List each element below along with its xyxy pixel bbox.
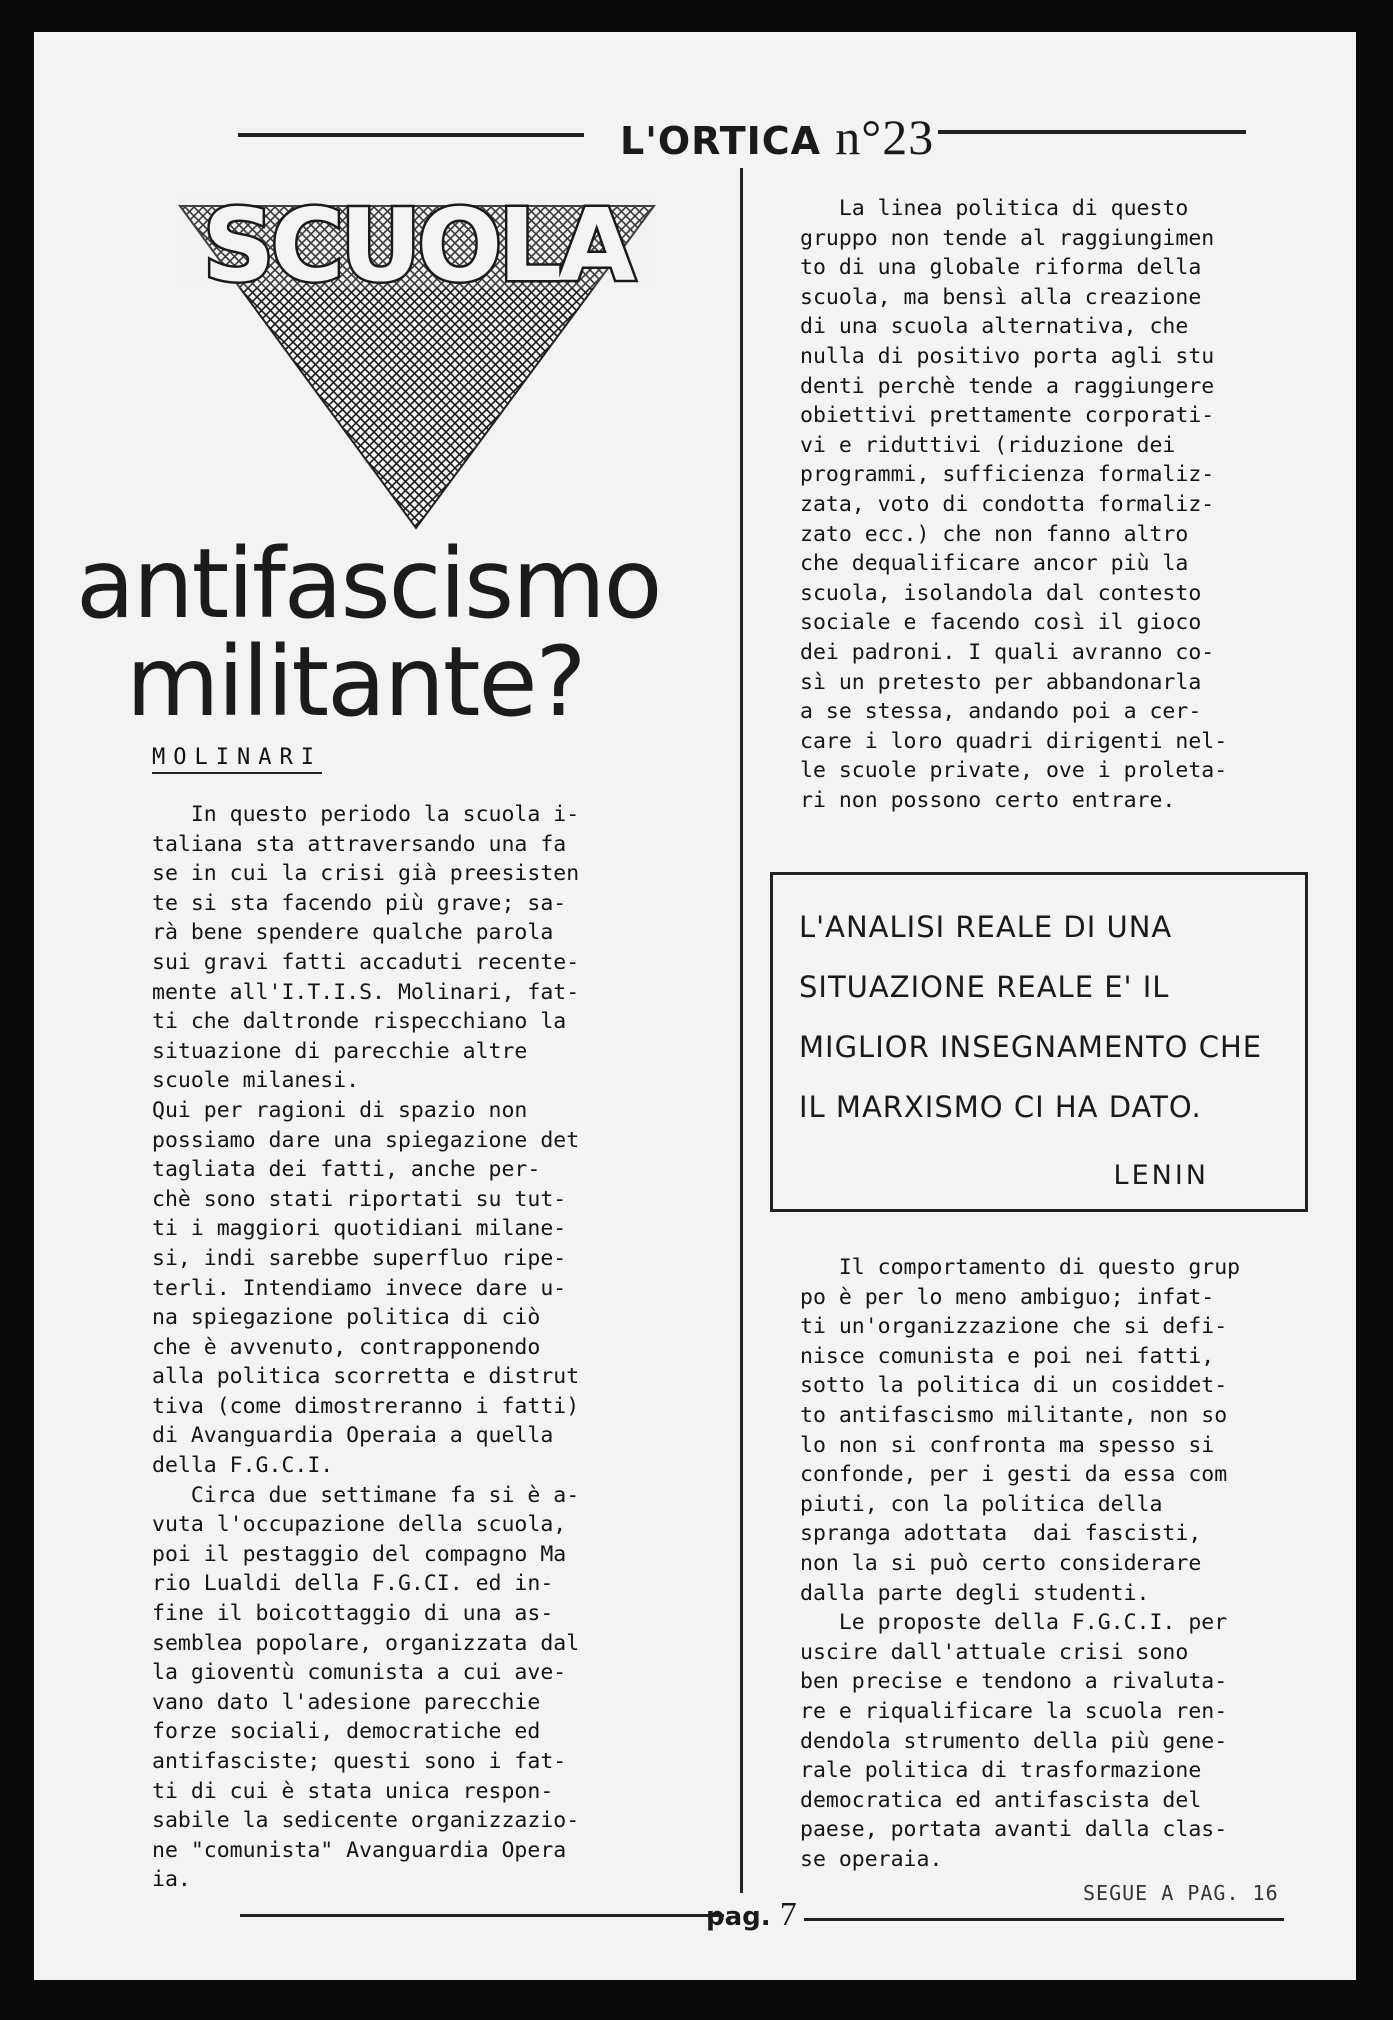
page-number-value: 7	[779, 1896, 797, 1933]
masthead-rule-right	[938, 130, 1246, 134]
quote-box	[770, 872, 1308, 1212]
article-author: MOLINARI	[152, 745, 322, 774]
article-right-column-bottom: Il comportamento di questo grup po è per lo meno ambiguo; infat- ti un'organizzazione che si defi- nisce comunista e poi nei fatti, sotto la politica di un cosiddet- to antifascismo militante, non so lo non si confronta ma spesso si confonde, per i gesti da essa com piuti, con la politica della spranga adottata dai fascisti, non la si può certo considerare dalla parte degli studenti. Le proposte della F.G.C.I. per uscire dall'attuale crisi sono ben precise e tendono a rivaluta- re e riqualificare la scuola ren- dendola strumento della più gene- rale politica di trasformazione democratica ed antifascista del paese, portata avanti dalla clas- se operaia.	[800, 1255, 1241, 1872]
masthead	[620, 108, 934, 166]
continued-note: SEGUE A PAG. 16	[1083, 1881, 1279, 1905]
masthead-rule-left	[238, 133, 584, 137]
headline	[76, 528, 661, 738]
column-divider	[740, 168, 743, 1893]
masthead-issue: n°23	[835, 109, 935, 165]
quote-text: L'ANALISI REALE DI UNA SITUAZIONE REALE E' IL MIGLIOR INSEGNAMENTO CHE IL MARXISMO CI HA DATO.	[799, 910, 1263, 1124]
newsletter-page	[34, 32, 1356, 1980]
footer-rule-right	[804, 1918, 1284, 1921]
article-left-column: In questo periodo la scuola i- taliana sta attraversando una fa se in cui la crisi già preesisten te si sta facendo più grave; sa- rà bene spendere qualche parola sui gravi fatti accaduti recente- mente all'I.T.I.S. Molinari, fat- ti che daltronde rispecchiano la situazione di parecchie altre scuole milanesi. Qui per ragioni di spazio non possiamo dare una spiegazione det tagliata dei fatti, anche per- chè sono stati riportati su tut- ti i maggiori quotidiani milane- si, indi sarebbe superfluo ripe- terli. Intendiamo invece dare u- na spiegazione politica di ciò che è avvenuto, contrapponendo alla politica scorretta e distrut tiva (come dimostreranno i fatti) di Avanguardia Operaia a quella della F.G.C.I. Circa due settimane fa si è a- vuta l'occupazione della scuola, poi il pestaggio del compagno Ma rio Lualdi della F.G.CI. ed in- fine il boicottaggio di una as- semblea popolare, organizzata dal la gioventù comunista a cui ave- vano dato l'adesione parecchie forze sociali, democratiche ed antifasciste; questi sono i fat- ti di cui è stata unica respon- sabile la sedicente organizzazio- ne "comunista" Avanguardia Opera ia.	[152, 802, 580, 1893]
footer-rule-left	[240, 1914, 724, 1917]
masthead-name: L'ORTICA	[620, 119, 822, 163]
page-label: pag.	[706, 1902, 771, 1932]
scuola-triangle-graphic	[176, 198, 658, 530]
page-number	[706, 1896, 797, 1934]
headline-line1: antifascismo	[76, 528, 661, 640]
article-right-column-top: La linea politica di questo gruppo non tende al raggiungimen to di una globale riforma della scuola, ma bensì alla creazione di una scuola alternativa, che nulla di positivo porta agli stu denti perchè tende a raggiungere obiettivi prettamente corporati- vi e riduttivi (riduzione dei programmi, sufficienza formaliz- zata, voto di condotta formaliz- zato ecc.) che non fanno altro che dequalificare ancor più la scuola, isolandola dal contesto sociale e facendo così il gioco dei padroni. I quali avranno co- sì un pretesto per abbandonarla a se stessa, andando poi a cer- care i loro quadri dirigenti nel- le scuole private, ove i proleta- ri non possono certo entrare.	[800, 196, 1228, 813]
headline-line2: militante?	[126, 626, 585, 738]
quote-author: LENIN	[1113, 1160, 1209, 1191]
section-word: SCUOLA	[202, 198, 632, 304]
